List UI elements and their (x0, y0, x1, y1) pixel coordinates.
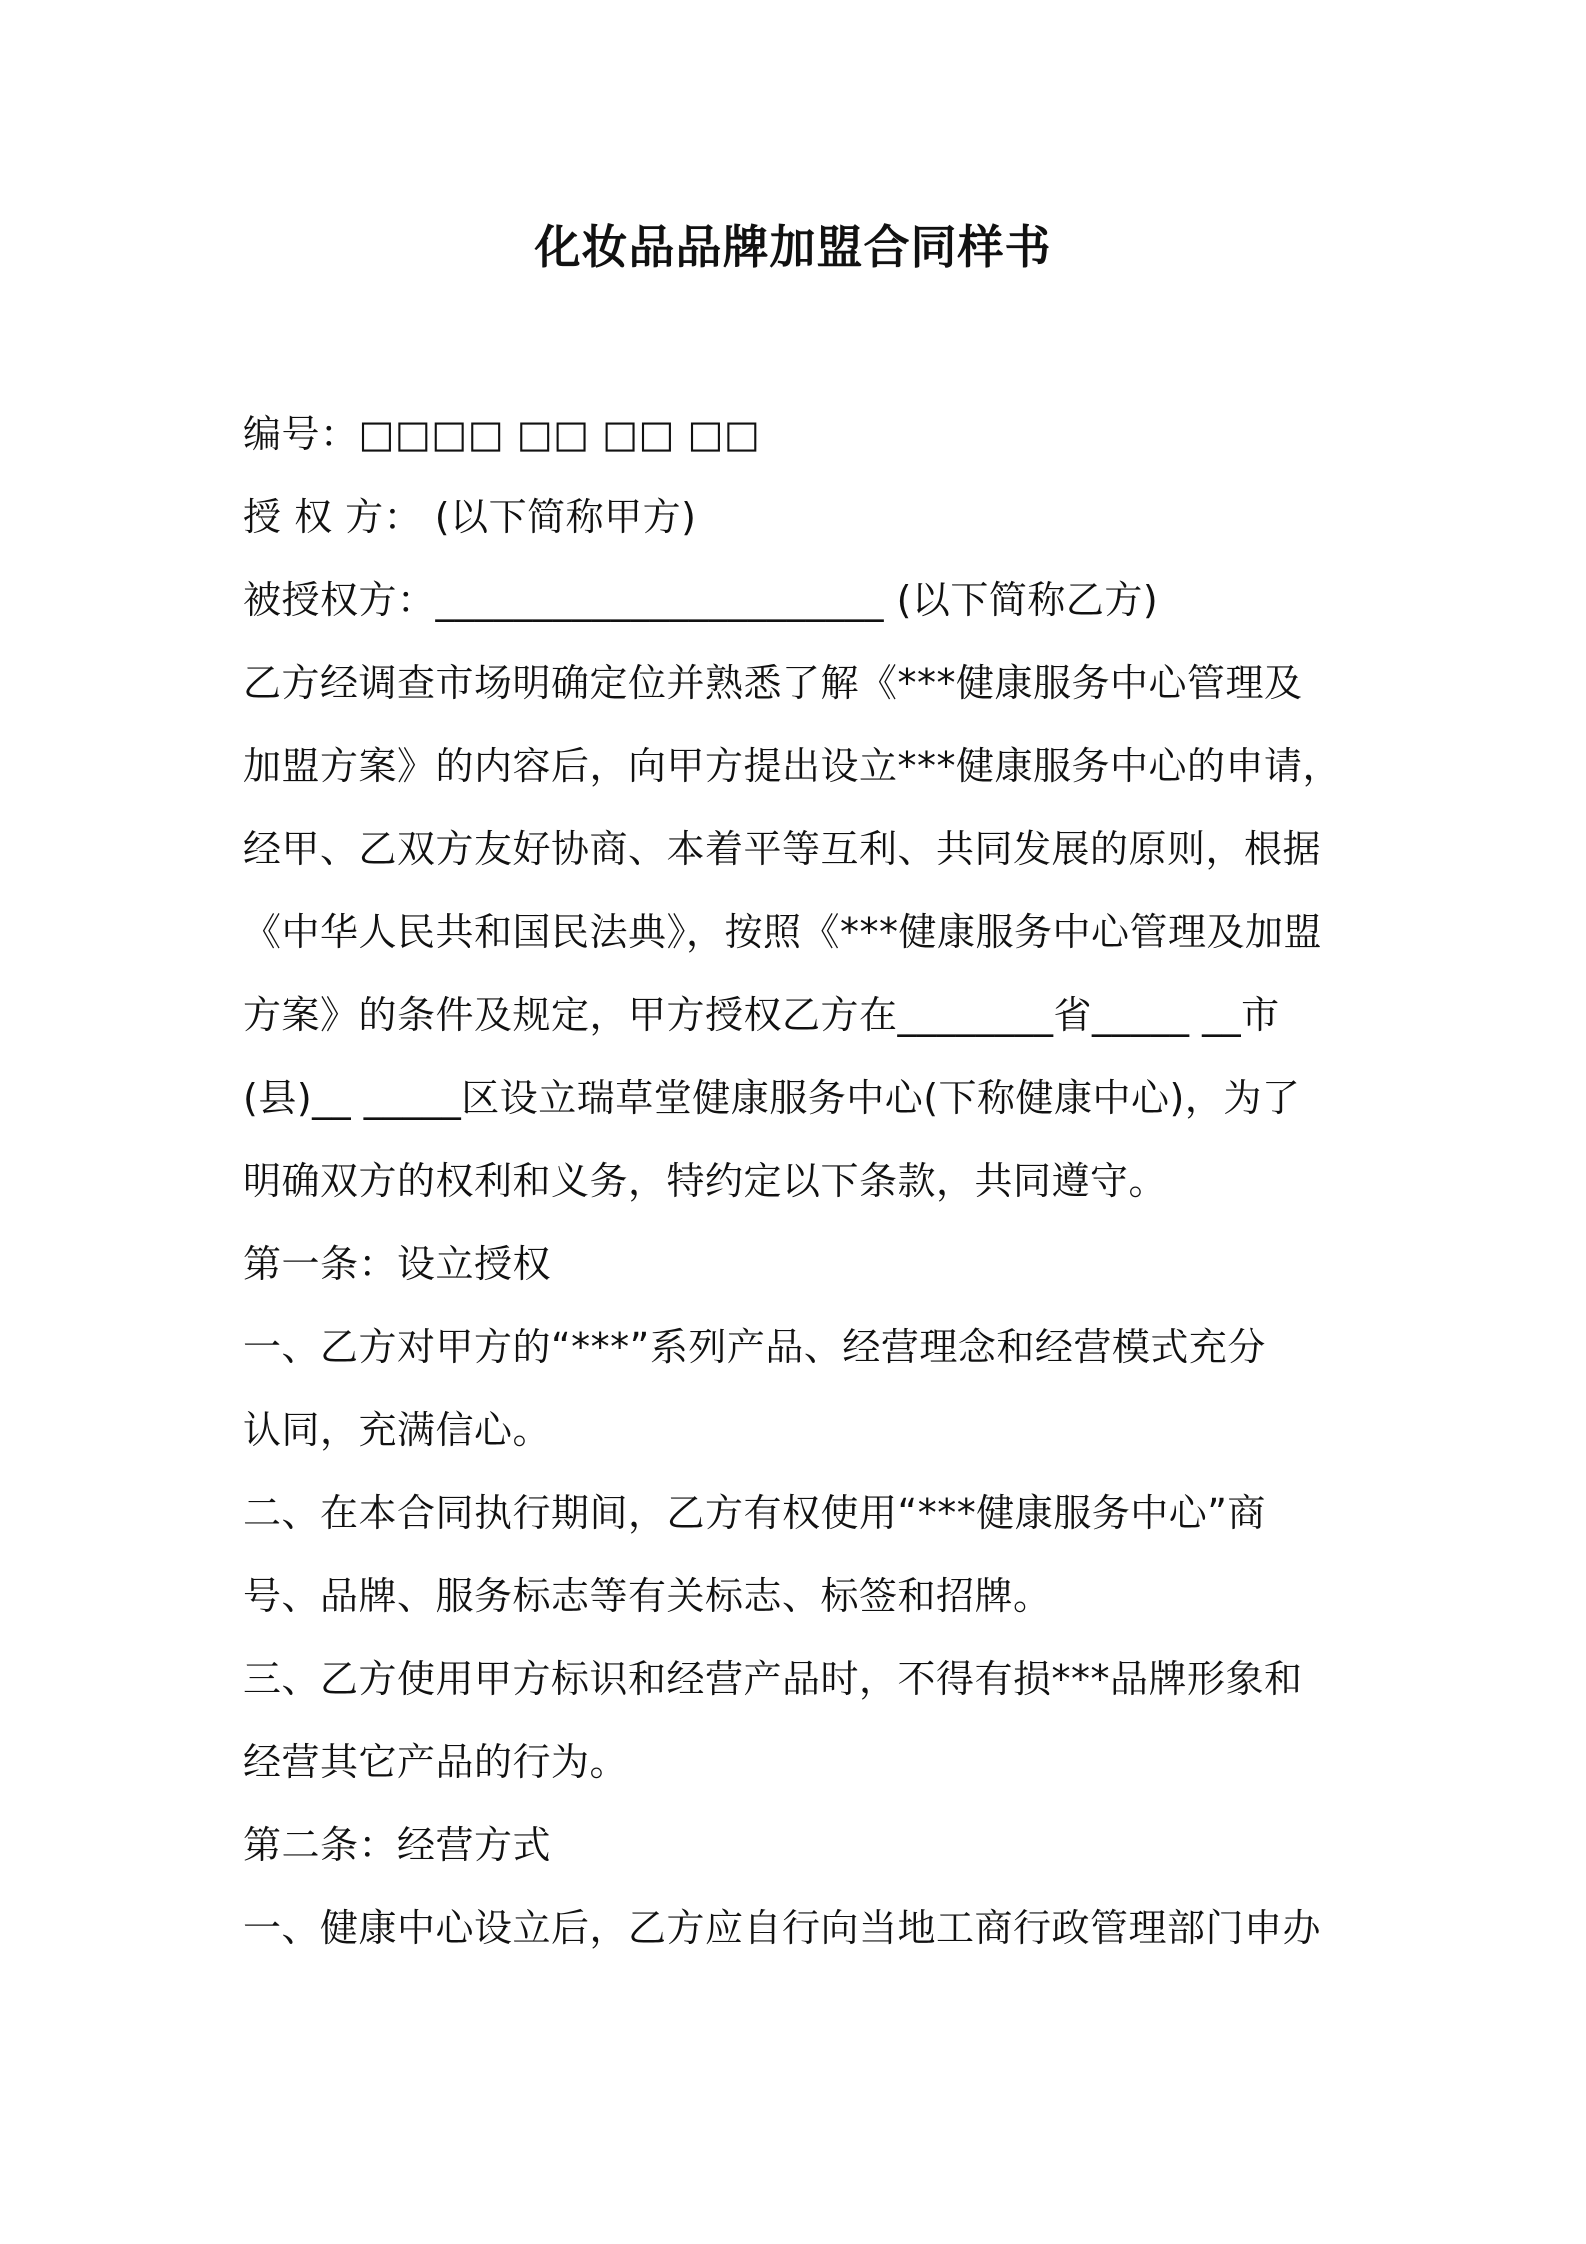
contract-number-line: 编号：□□□□ □□ □□ □□ (243, 412, 761, 456)
clause-line: 一、健康中心设立后，乙方应自行向当地工商行政管理部门申办 (243, 1906, 1322, 1950)
paragraph-line: 方案》的条件及规定，甲方授权乙方在________省_____ __市 (243, 993, 1280, 1037)
paragraph-line: 乙方经调查市场明确定位并熟悉了解《***健康服务中心管理及 (243, 661, 1303, 705)
paragraph-line: 《中华人民共和国民法典》，按照《***健康服务中心管理及加盟 (243, 910, 1323, 954)
document-title: 化妆品品牌加盟合同样书 (534, 220, 1052, 274)
clause-line: 三、乙方使用甲方标识和经营产品时，不得有损***品牌形象和 (243, 1657, 1303, 1701)
licensee-line: 被授权方：_______________________ (以下简称乙方) (243, 578, 1159, 622)
licensor-line: 授 权 方： (以下简称甲方) (243, 495, 697, 539)
article-heading: 第二条：经营方式 (243, 1823, 552, 1867)
clause-line: 二、在本合同执行期间，乙方有权使用“***健康服务中心”商 (243, 1491, 1266, 1535)
clause-line: 号、品牌、服务标志等有关标志、标签和招牌。 (243, 1574, 1052, 1618)
paragraph-line: 加盟方案》的内容后，向甲方提出设立***健康服务中心的申请， (243, 744, 1342, 788)
paragraph-line: (县)__ _____区设立瑞草堂健康服务中心(下称健康中心)，为了 (243, 1076, 1301, 1120)
clause-line: 一、乙方对甲方的“***”系列产品、经营理念和经营模式充分 (243, 1325, 1266, 1369)
clause-line: 经营其它产品的行为。 (243, 1740, 629, 1784)
paragraph-line: 明确双方的权利和义务，特约定以下条款，共同遵守。 (243, 1159, 1168, 1203)
paragraph-line: 经甲、乙双方友好协商、本着平等互利、共同发展的原则，根据 (243, 827, 1322, 871)
article-heading: 第一条：设立授权 (243, 1242, 552, 1286)
clause-line: 认同，充满信心。 (243, 1408, 552, 1452)
